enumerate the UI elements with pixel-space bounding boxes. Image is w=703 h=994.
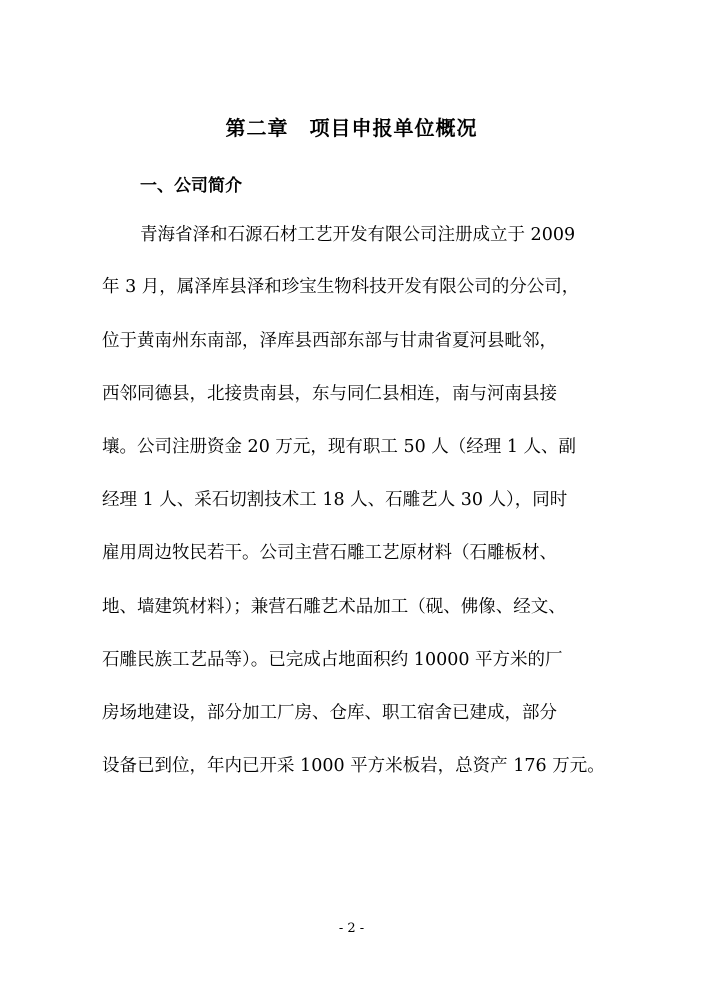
paragraph-line: 年 3 月，属泽库县泽和珍宝生物科技开发有限公司的分公司， xyxy=(102,277,580,297)
paragraph-line: 壤。公司注册资金 20 万元，现有职工 50 人（经理 1 人、副 xyxy=(102,437,577,457)
chapter-title: 第二章 项目申报单位概况 xyxy=(225,116,478,140)
paragraph-line: 青海省泽和石源石材工艺开发有限公司注册成立于 2009 xyxy=(140,225,576,245)
paragraph-line: 石雕民族工艺品等）。已完成占地面积约 10000 平方米的厂 xyxy=(102,650,563,670)
page-number: - 2 - xyxy=(338,921,365,936)
paragraph-line: 房场地建设，部分加工厂房、仓库、职工宿舍已建成，部分 xyxy=(102,703,557,723)
paragraph-line: 雇用周边牧民若干。公司主营石雕工艺原材料（石雕板材、 xyxy=(102,543,557,563)
paragraph-line: 位于黄南州东南部，泽库县西部东部与甘肃省夏河县毗邻， xyxy=(102,331,557,351)
paragraph-line: 地、墙建筑材料）；兼营石雕艺术品加工（砚、佛像、经文、 xyxy=(102,597,566,617)
paragraph-line: 经理 1 人、采石切割技术工 18 人、石雕艺人 30 人），同时 xyxy=(102,490,568,510)
paragraph-line: 设备已到位，年内已开采 1000 平方米板岩，总资产 176 万元。 xyxy=(102,756,605,776)
paragraph-line: 西邻同德县，北接贵南县，东与同仁县相连，南与河南县接 xyxy=(102,384,557,404)
section-heading: 一、公司简介 xyxy=(140,176,242,196)
